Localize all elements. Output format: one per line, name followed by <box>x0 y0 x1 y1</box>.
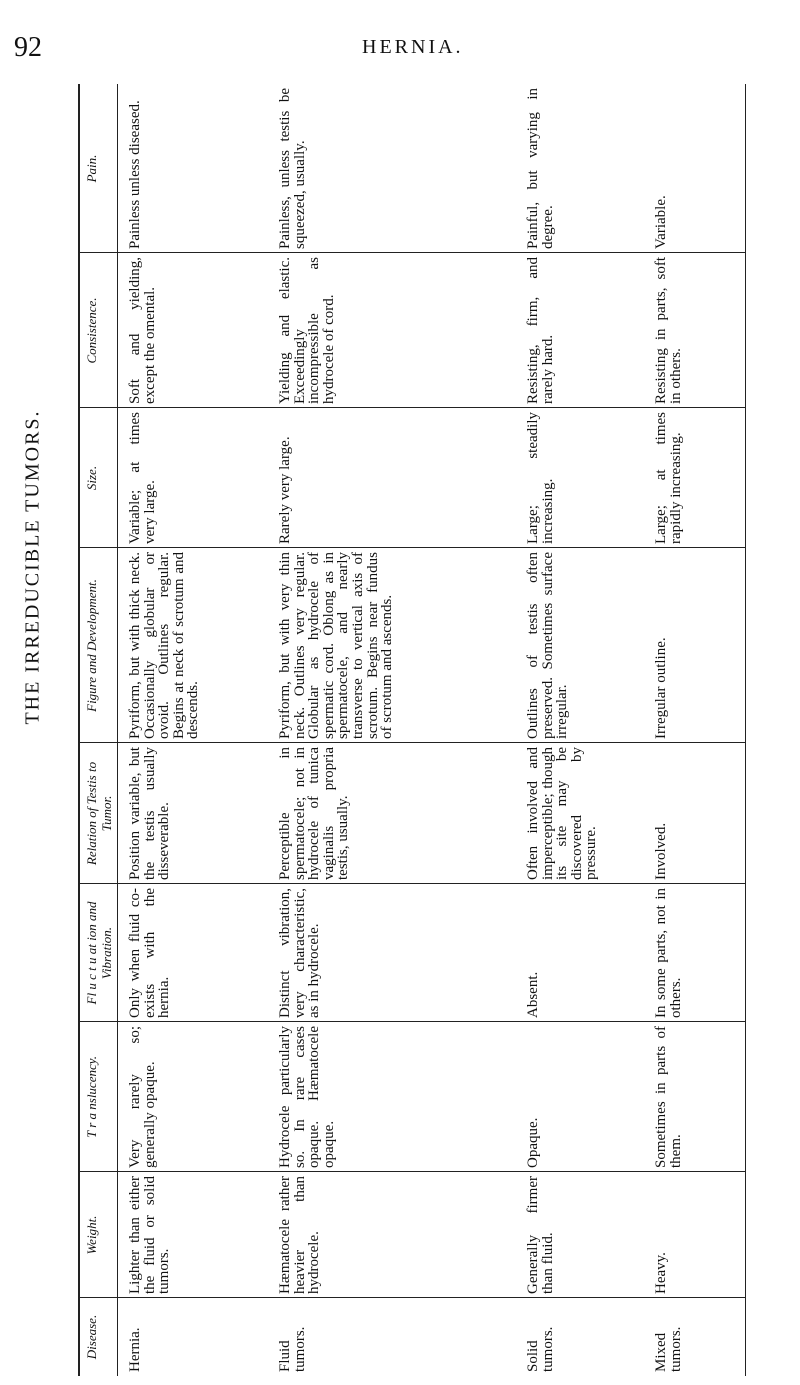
column-rule <box>78 1171 746 1172</box>
row-hernia-translucency: Very rarely so; generally opaque. <box>127 1026 158 1168</box>
header-size: Size. <box>78 408 118 548</box>
row-solid-weight: Generally firmer than fluid. <box>525 1176 556 1294</box>
header-translucency: T r a nslucency. <box>78 1022 118 1172</box>
table-wrap <box>78 84 746 1376</box>
row-mixed-figure: Irregular outline. <box>653 637 669 739</box>
row-mixed-fluctuation: In some parts, not in others. <box>653 888 684 1018</box>
row-mixed-consistence: Resisting in parts, soft in others. <box>653 257 684 404</box>
header-fluctuation: Fl u c t u at ion and Vibration. <box>78 884 118 1022</box>
comparison-table <box>78 84 746 1376</box>
row-hernia-fluctuation: Only when fluid co-exists with the hernia. <box>127 888 173 1018</box>
row-hernia-weight: Lighter than either the fluid or solid tumors. <box>127 1176 173 1294</box>
row-mixed-weight: Heavy. <box>653 1252 669 1294</box>
row-solid-size: Large; steadily increasing. <box>525 412 556 544</box>
row-hernia-pain: Painless unless diseased. <box>127 100 143 249</box>
row-fluid-weight: Hæmatocele rather heavier than hydrocele. <box>277 1176 323 1294</box>
row-solid-fluctuation: Absent. <box>525 971 541 1018</box>
side-title-text: THE IRREDUCIBLE TUMORS. <box>21 409 44 725</box>
row-fluid-size: Rarely very large. <box>277 436 293 544</box>
row-solid-figure: Outlines of testis often preserved. Sometimes surface irregular. <box>525 552 571 739</box>
column-rule <box>78 407 746 408</box>
column-rule <box>78 1021 746 1022</box>
page-number: 92 <box>14 32 42 63</box>
row-solid-consistence: Resisting, firm, and rarely hard. <box>525 257 556 404</box>
header-weight: Weight. <box>78 1172 118 1298</box>
row-fluid-pain: Painless, unless testis be squeezed, usually. <box>277 88 308 249</box>
row-fluid-fluctuation: Distinct vibration, very characteristic, as in hydrocele. <box>277 888 323 1018</box>
row-mixed-translucency: Sometimes in parts of them. <box>653 1026 684 1168</box>
row-hernia-size: Variable; at times very large. <box>127 412 158 544</box>
header-disease: Disease. <box>78 1298 118 1376</box>
header-figure: Figure and Development. <box>78 548 118 743</box>
row-fluid-consistence: Yielding and elastic. Exceedingly incompressible as hydrocele of cord. <box>277 257 337 404</box>
row-solid-pain: Painful, but varying in degree. <box>525 88 556 249</box>
header-relation: Relation of Testis to Tumor. <box>78 743 118 884</box>
header-consistence: Consistence. <box>78 253 118 408</box>
row-mixed-pain: Variable. <box>653 195 669 249</box>
side-title <box>16 352 50 782</box>
row-hernia-figure: Pyriform, but with thick neck. Occasionally globular or ovoid. Outlines regular. Begins at neck of scrotum and descends. <box>127 552 202 739</box>
row-fluid-figure: Pyriform, but with very thin neck. Outlines very regular. Globular as hydrocele of spermatic cord. Oblong as in spermatocele, and nearly transverse to vertical axis of scrotum. Begins near fundus of scrotum and ascends. <box>277 552 396 739</box>
row-mixed-disease: Mixed tumors. <box>653 1326 684 1372</box>
row-solid-translucency: Opaque. <box>525 1117 541 1168</box>
row-mixed-relation: Involved. <box>653 822 669 880</box>
row-fluid-relation: Perceptible in spermatocele; not in hydrocele of tunica vaginalis propria testis, usually. <box>277 747 352 880</box>
running-head: HERNIA. <box>362 36 464 58</box>
header-pain: Pain. <box>78 84 118 253</box>
row-solid-disease: Solid tumors. <box>525 1326 556 1372</box>
row-hernia-disease: Hernia. <box>127 1327 143 1372</box>
bottom-rule <box>745 84 746 1376</box>
row-hernia-consistence: Soft and yielding, except the omental. <box>127 257 158 404</box>
row-hernia-relation: Position variable, but the testis usually disseverable. <box>127 747 173 880</box>
column-rule <box>78 1297 746 1298</box>
column-rule <box>78 252 746 253</box>
row-mixed-size: Large; at times rapidly increasing. <box>653 412 684 544</box>
row-fluid-translucency: Hydrocele particularly so. In rare cases opaque. Hæmatocele opaque. <box>277 1026 337 1168</box>
row-solid-relation: Often involved and imperceptible; though its site may be discovered by pressure. <box>525 747 600 880</box>
column-rule <box>78 883 746 884</box>
row-fluid-disease: Fluid tumors. <box>277 1326 308 1372</box>
